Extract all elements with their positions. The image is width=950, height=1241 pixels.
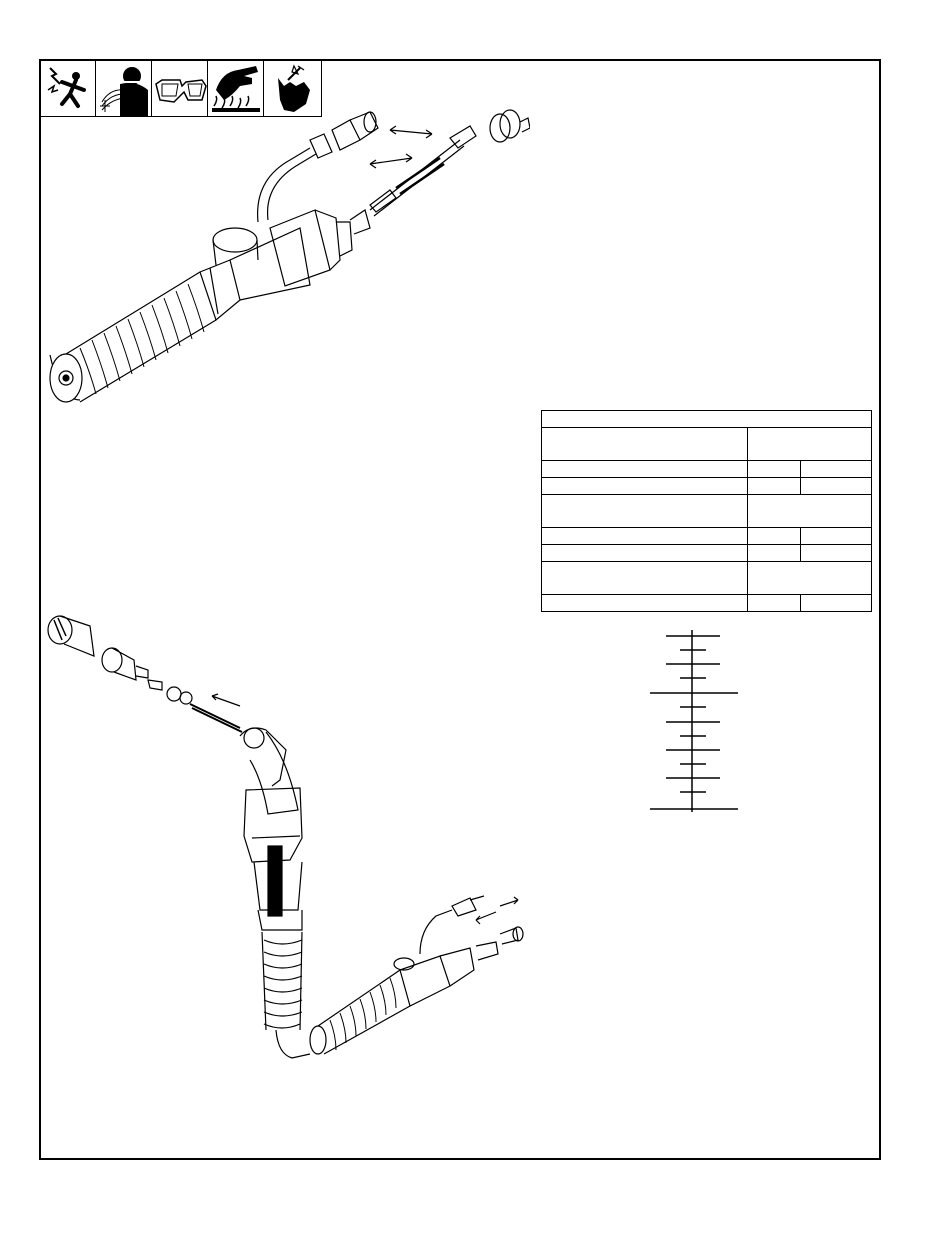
table-row xyxy=(542,461,872,478)
table-row xyxy=(542,428,872,461)
scale-ladder xyxy=(640,630,750,815)
table-row xyxy=(542,528,872,545)
table-row xyxy=(542,478,872,495)
table-row xyxy=(542,495,872,528)
torch-full-assembly xyxy=(40,610,530,1070)
spec-table xyxy=(541,410,872,612)
table-row xyxy=(542,595,872,612)
table-row xyxy=(542,562,872,595)
table-row xyxy=(542,545,872,562)
table-header-row xyxy=(542,411,872,428)
torch-rear-connection-exploded xyxy=(40,100,530,410)
